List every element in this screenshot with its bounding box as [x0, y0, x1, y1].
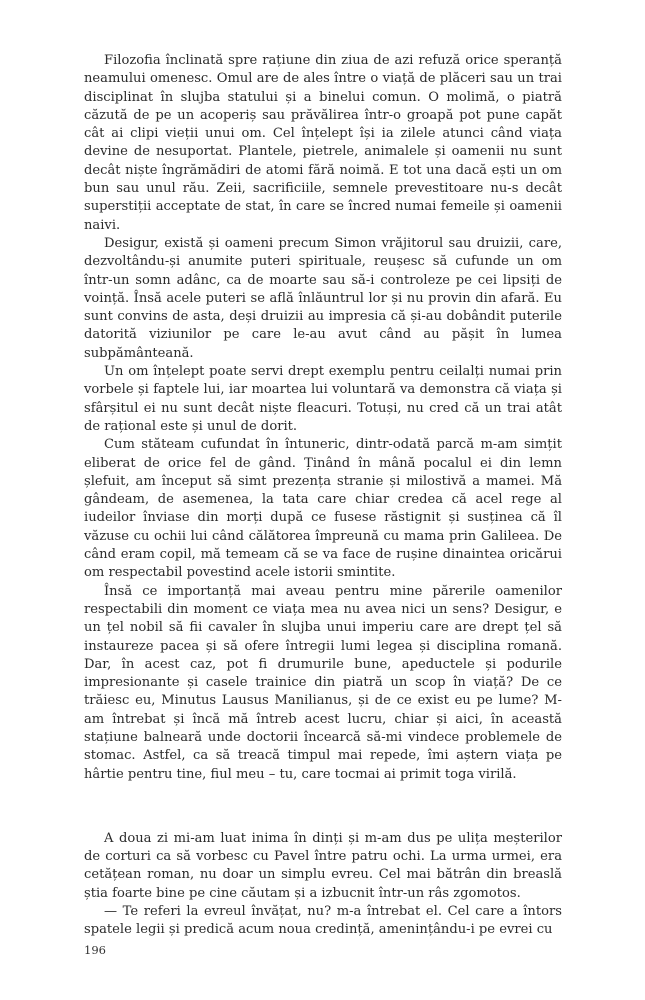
paragraph-6: A doua zi mi-am luat inima în dinți și m-am dus pe ulița meșterilor de corturi ca să vorbesc cu Pavel între patru ochi. La urma urmei, era cetățean roman, nu doar un simplu evreu. Cel mai bătrân din breaslă știa foarte bine pe cine căutam și a izbucnit într-un râs zgomotos.	[84, 830, 562, 901]
section-break	[84, 784, 562, 830]
page-number: 196	[84, 943, 106, 957]
body-text	[84, 52, 562, 940]
paragraph-2: Desigur, există și oameni precum Simon vrăjitorul sau druizii, care, dezvoltându-și anumite puteri spirituale, reușesc să cufunde un om într-un somn adânc, ca de moarte sau să-i controleze pe cei lipsiți de voință. Însă acele puteri se află înlăuntrul lor și nu provin din afară. Eu sunt convins de asta, deși druizii au impresia că și-au dobândit puterile datorită viziunilor pe care le-au avut când au pășit în lumea subpământeană.	[84, 235, 562, 361]
paragraph-1: Filozofia înclinată spre rațiune din ziua de azi refuză orice speranță neamului omenesc. Omul are de ales între o viață de plăceri sau un trai disciplinat în slujba statului și a binelui comun. O molimă, o piatră căzută de pe un acoperiș sau prăvălirea într-o groapă pot pune capăt cât ai clipi vieții unui om. Cel înțelept își ia zilele atunci când viața devine de nesuportat. Plantele, pietrele, animalele și oamenii nu sunt decât niște îngrămădiri de atomi fără noimă. E tot una dacă ești un om bun sau unul rău. Zeii, sacrificiile, semnele prevestitoare nu-s decât superstiții acceptate de stat, în care se încred numai femeile și oamenii naivi.	[84, 53, 562, 233]
paragraph-3: Un om înțelept poate servi drept exemplu pentru ceilalți numai prin vorbele și faptele lui, iar moartea lui voluntară va demonstra că viața și sfârșitul ei nu sunt decât niște fleacuri. Totuși, nu cred că un trai atât de rațional este și unul de dorit.	[84, 364, 562, 434]
paragraph-5: Însă ce importanță mai aveau pentru mine părerile oamenilor respectabili din moment ce viața mea nu avea nici un sens? Desigur, e un țel nobil să fii cavaler în slujba unui imperiu care are drept țel să instaureze pacea și să ofere întregii lumi legea și disciplina romană. Dar, în acest caz, pot fi drumurile bune, apeductele și podurile impresionante și casele trainice din piatră un scop în viață? De ce trăiesc eu, Minutus Lausus Manilianus, și de ce exist eu pe lume? M-am întrebat și încă mă întreb acest lucru, chiar și aici, în această stațiune balneară unde doctorii încearcă să-mi vindece problemele de stomac. Astfel, ca să treacă timpul mai repede, îmi aștern viața pe hârtie pentru tine, fiul meu – tu, care tocmai ai primit toga virilă.	[84, 583, 562, 782]
paragraph-4: Cum stăteam cufundat în întuneric, dintr-odată parcă m-am simțit eliberat de orice fel de gând. Ținând în mână pocalul ei din lemn șlefuit, am început să simt prezența stranie și milostivă a mamei. Mă gândeam, de asemenea, la tata care chiar credea că acel rege al iudeilor înviase din morți după ce fusese răstignit și susținea că îl văzuse cu ochii lui când călătorea împreună cu mama prin Galileea. De când eram copil, mă temeam că se va face de rușine dinaintea oricărui om respectabil povestind acele istorii smintite.	[84, 437, 562, 581]
paragraph-7-dialogue: — Te referi la evreul învățat, nu? m-a întrebat el. Cel care a întors spatele legii și predică acum noua credință, amenințându-i pe evrei cu	[84, 904, 562, 938]
